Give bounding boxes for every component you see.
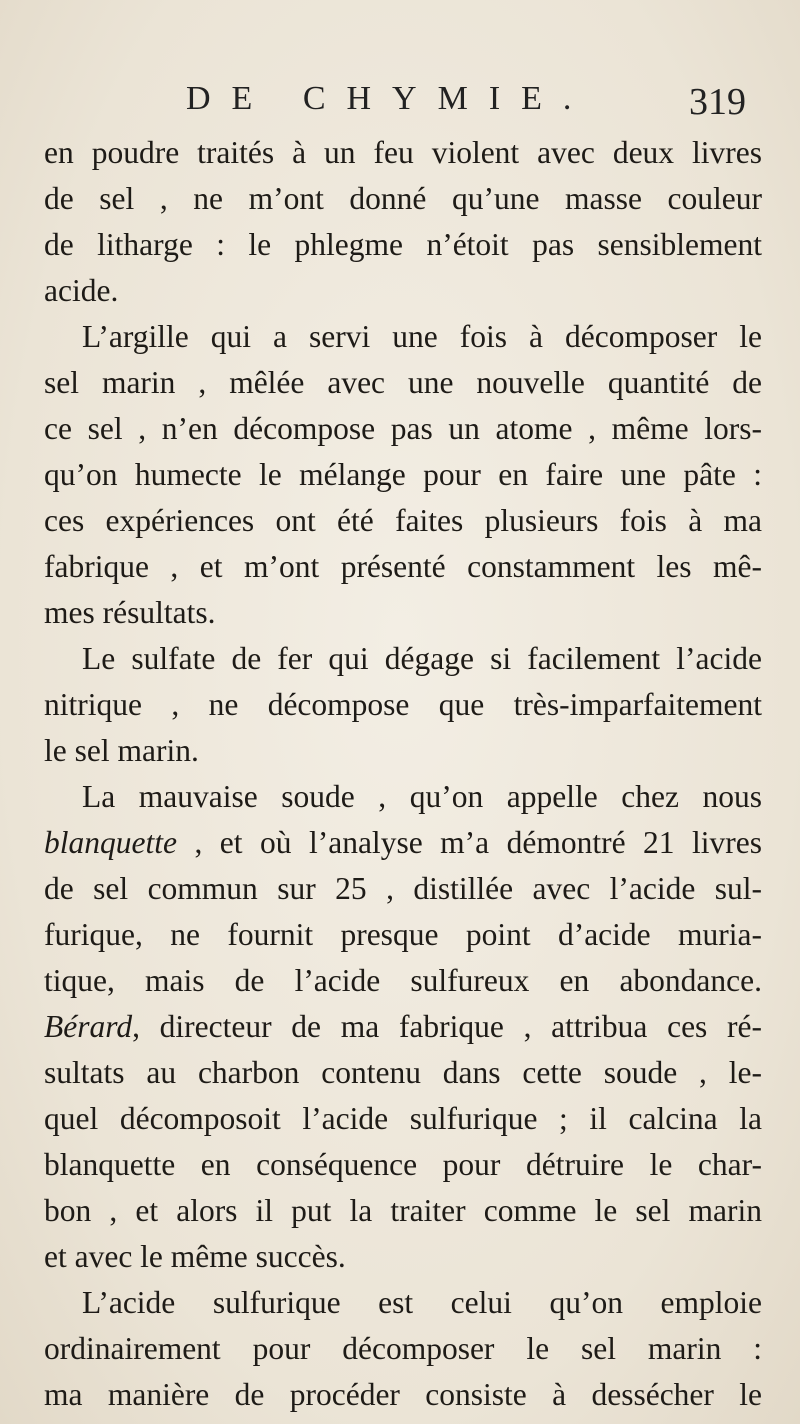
text-line (44, 590, 762, 636)
line-text: Le sulfate de fer qui dégage si facilement l’acide (82, 641, 762, 676)
text-line (44, 1326, 762, 1372)
line-text: L’argille qui a servi une fois à décomposer le (82, 319, 762, 354)
line-text: sel marin , mêlée avec une nouvelle quantité de (44, 365, 762, 400)
text-line (44, 1372, 762, 1418)
page-header (186, 80, 746, 130)
line-text: acide. (44, 273, 119, 308)
text-line (44, 958, 762, 1004)
text-line (44, 1050, 762, 1096)
text-line (44, 774, 762, 820)
line-text: quel décomposoit l’acide sulfurique ; il calcina la (44, 1101, 762, 1136)
text-line (44, 912, 762, 958)
running-head: DE CHYMIE. (186, 80, 593, 117)
text-line (44, 314, 762, 360)
italic-word: Bérard (44, 1009, 133, 1044)
line-text: tique, mais de l’acide sulfureux en abondance. (44, 963, 762, 998)
line-text: furique, ne fournit presque point d’acide muria- (44, 917, 762, 952)
text-line (44, 682, 762, 728)
line-text: et avec le même succès. (44, 1239, 346, 1274)
line-text: ce sel , n’en décompose pas un atome , même lors- (44, 411, 762, 446)
text-line (44, 820, 762, 866)
line-text: mes résultats. (44, 595, 216, 630)
line-text: ma manière de procéder consiste à dessécher le (44, 1377, 762, 1412)
line-text: de litharge : le phlegme n’étoit pas sensiblement (44, 227, 762, 262)
line-text: nitrique , ne décompose que très-imparfaitement (44, 687, 762, 722)
italic-word: blanquette (44, 825, 177, 860)
page-number: 319 (689, 81, 746, 123)
line-text: blanquette en conséquence pour détruire le char- (44, 1147, 762, 1182)
line-text: , et où l’analyse m’a démontré 21 livres (176, 825, 762, 860)
line-text: ordinairement pour décomposer le sel marin : (44, 1331, 762, 1366)
text-line (44, 1142, 762, 1188)
text-line (44, 498, 762, 544)
text-line (44, 176, 762, 222)
line-text: La mauvaise soude , qu’on appelle chez nous (82, 779, 762, 814)
line-text: qu’on humecte le mélange pour en faire une pâte : (44, 457, 762, 492)
text-line (44, 1188, 762, 1234)
line-text: bon , et alors il put la traiter comme le sel marin (44, 1193, 762, 1228)
line-text: de sel , ne m’ont donné qu’une masse couleur (44, 181, 762, 216)
line-text: fabrique , et m’ont présenté constamment les mê- (44, 549, 762, 584)
line-text: ces expériences ont été faites plusieurs fois à ma (44, 503, 762, 538)
text-line (44, 130, 762, 176)
text-line (44, 728, 762, 774)
text-line (44, 222, 762, 268)
line-text: L’acide sulfurique est celui qu’on emploie (82, 1285, 762, 1320)
text-line (44, 544, 762, 590)
text-line (44, 1096, 762, 1142)
text-line (44, 636, 762, 682)
text-line (44, 1004, 762, 1050)
line-text: , directeur de ma fabrique , attribua ces ré- (132, 1009, 762, 1044)
line-text: sultats au charbon contenu dans cette soude , le- (44, 1055, 762, 1090)
text-line (44, 866, 762, 912)
text-line (44, 406, 762, 452)
body-text (44, 130, 762, 1418)
text-line (44, 268, 762, 314)
text-line (44, 1280, 762, 1326)
line-text: en poudre traités à un feu violent avec deux livres (44, 135, 762, 170)
text-line (44, 1234, 762, 1280)
text-line (44, 452, 762, 498)
line-text: le sel marin. (44, 733, 199, 768)
line-text: de sel commun sur 25 , distillée avec l’acide sul- (44, 871, 762, 906)
text-line (44, 360, 762, 406)
